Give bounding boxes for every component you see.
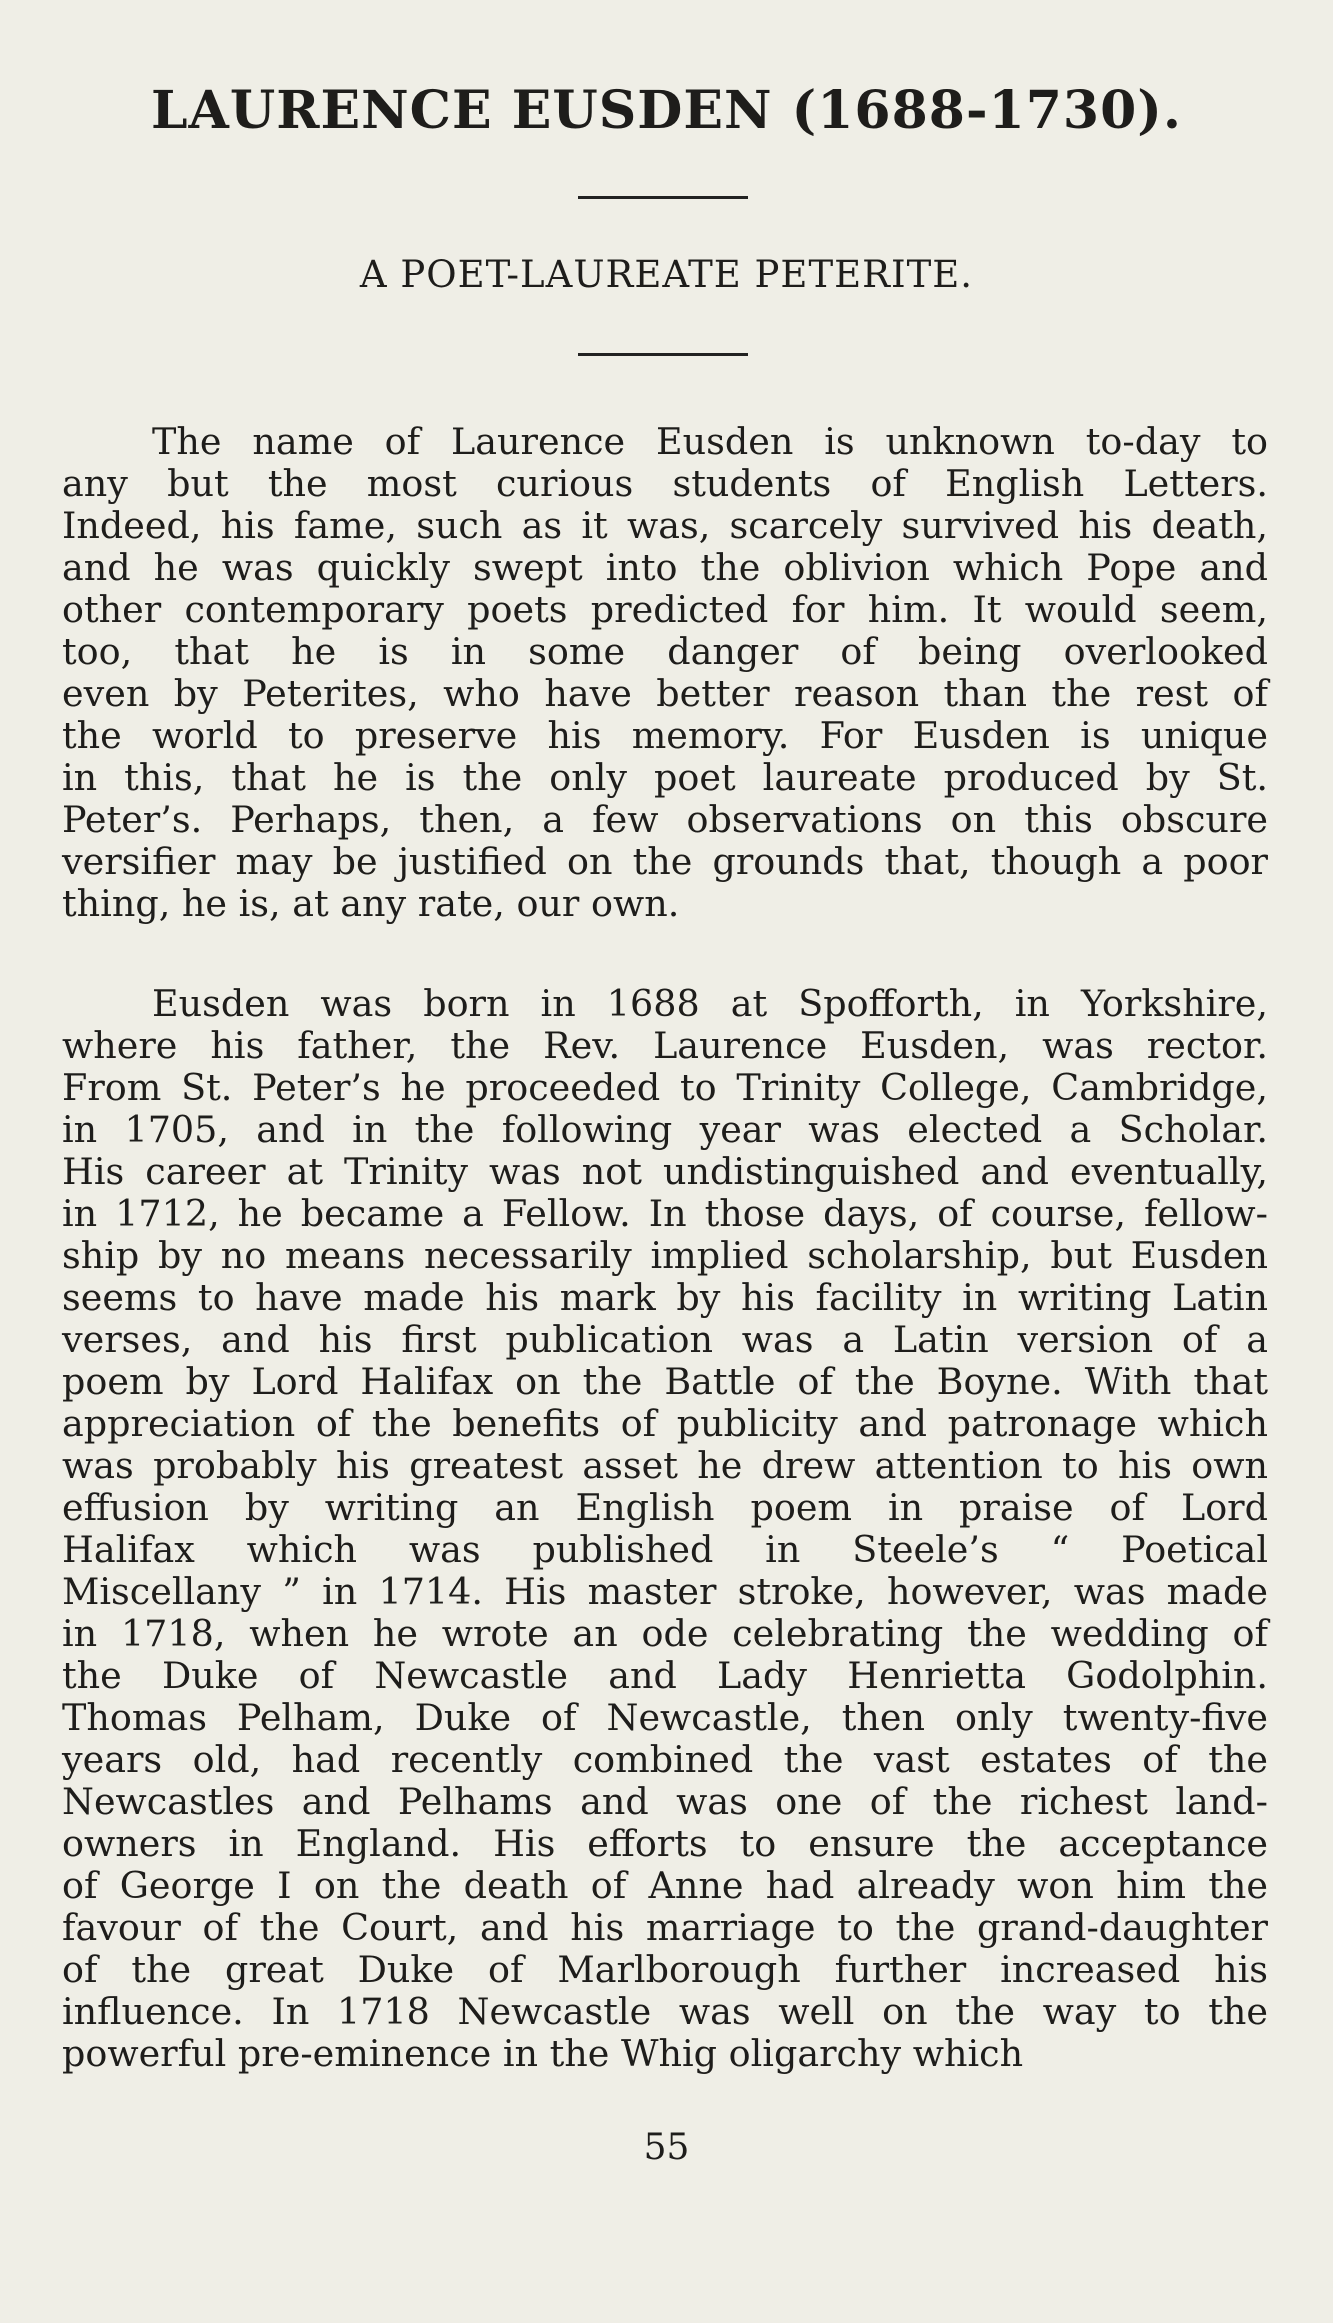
text-line: versifier may be justified on the grounds that, though a poor xyxy=(62,840,1268,883)
text-line: was probably his greatest asset he drew attention to his own xyxy=(62,1444,1268,1487)
text-line: powerful pre-eminence in the Whig oligarchy which xyxy=(62,2032,1024,2075)
text-line: the world to preserve his memory. For Eusden is unique xyxy=(62,714,1268,757)
text-line: of the great Duke of Marlborough further increased his xyxy=(62,1948,1268,1991)
text-line: Thomas Pelham, Duke of Newcastle, then only twenty-five xyxy=(62,1696,1268,1739)
text-line: appreciation of the benefits of publicity and patronage which xyxy=(62,1402,1268,1445)
text-line: the Duke of Newcastle and Lady Henrietta Godolphin. xyxy=(62,1654,1268,1697)
text-line: From St. Peter’s he proceeded to Trinity College, Cambridge, xyxy=(62,1066,1268,1109)
text-line: in this, that he is the only poet laureate produced by St. xyxy=(62,756,1268,799)
text-line: Indeed, his fame, such as it was, scarcely survived his death, xyxy=(62,504,1268,547)
subtitle-rule xyxy=(578,353,748,356)
text-line: Eusden was born in 1688 at Spofforth, in Yorkshire, xyxy=(152,982,1268,1025)
text-line: in 1712, he became a Fellow. In those days, of course, fellow- xyxy=(62,1192,1268,1235)
text-line: Halifax which was published in Steele’s “ Poetical xyxy=(62,1528,1268,1571)
text-line: favour of the Court, and his marriage to the grand-daughter xyxy=(62,1906,1268,1949)
text-line: other contemporary poets predicted for him. It would seem, xyxy=(62,588,1268,631)
text-line: influence. In 1718 Newcastle was well on the way to the xyxy=(62,1990,1268,2033)
text-line: ship by no means necessarily implied scholarship, but Eusden xyxy=(62,1234,1268,1277)
text-line: Newcastles and Pelhams and was one of the richest land- xyxy=(62,1780,1268,1823)
text-line: His career at Trinity was not undistinguished and eventually, xyxy=(62,1150,1268,1193)
page-number: 55 xyxy=(643,2127,690,2168)
text-line: Miscellany ” in 1714. His master stroke, however, was made xyxy=(62,1570,1268,1613)
chapter-title: LAURENCE EUSDEN (1688-1730). xyxy=(150,80,1182,141)
text-line: even by Peterites, who have better reason than the rest of xyxy=(62,672,1268,715)
text-line: in 1718, when he wrote an ode celebrating the wedding of xyxy=(62,1612,1268,1655)
body-paragraph xyxy=(62,421,1268,925)
text-line: and he was quickly swept into the oblivion which Pope and xyxy=(62,546,1268,589)
text-line: verses, and his first publication was a Latin version of a xyxy=(62,1318,1268,1361)
chapter-subtitle: A POET-LAUREATE PETERITE. xyxy=(359,253,974,296)
text-line: effusion by writing an English poem in praise of Lord xyxy=(62,1486,1268,1529)
text-line: too, that he is in some danger of being overlooked xyxy=(62,630,1268,673)
text-line: in 1705, and in the following year was elected a Scholar. xyxy=(62,1108,1268,1151)
text-line: where his father, the Rev. Laurence Eusden, was rector. xyxy=(62,1024,1268,1067)
text-line: any but the most curious students of English Letters. xyxy=(62,462,1268,505)
text-line: seems to have made his mark by his facility in writing Latin xyxy=(62,1276,1268,1319)
title-rule xyxy=(578,196,748,199)
text-line: of George I on the death of Anne had already won him the xyxy=(62,1864,1268,1907)
text-line: thing, he is, at any rate, our own. xyxy=(62,882,680,925)
text-line: years old, had recently combined the vast estates of the xyxy=(62,1738,1268,1781)
text-line: Peter’s. Perhaps, then, a few observations on this obscure xyxy=(62,798,1268,841)
text-line: poem by Lord Halifax on the Battle of the Boyne. With that xyxy=(62,1360,1268,1403)
body-paragraph xyxy=(62,983,1268,2075)
text-line: owners in England. His efforts to ensure the acceptance xyxy=(62,1822,1268,1865)
text-line: The name of Laurence Eusden is unknown to-day to xyxy=(152,420,1268,463)
